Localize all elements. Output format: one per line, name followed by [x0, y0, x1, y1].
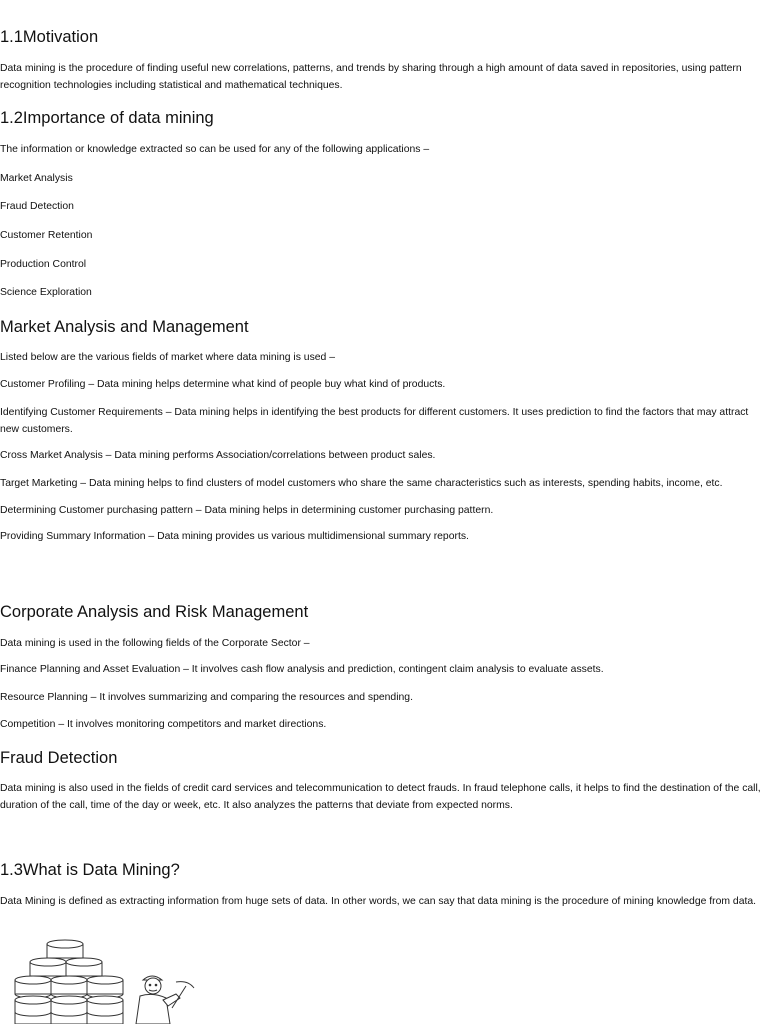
application-item: Production Control: [0, 259, 87, 270]
application-item: Fraud Detection: [0, 201, 74, 212]
market-analysis-item: Determining Customer purchasing pattern – Data mining helps in determining customer purchasing pattern.: [0, 505, 494, 516]
application-item: Science Exploration: [0, 287, 92, 298]
corporate-analysis-heading: Corporate Analysis and Risk Management: [0, 603, 309, 621]
fraud-detection-paragraph: Data mining is also used in the fields of credit card services and telecommunication to detect frauds. In fraud telephone calls, it helps to find the destination of the call, duration of the call, time of the day or week, etc. It also analyzes the patterns that deviate from expected norms.: [0, 783, 761, 811]
application-item: Market Analysis: [0, 173, 73, 184]
market-analysis-item: Customer Profiling – Data mining helps determine what kind of people buy what kind of products.: [0, 379, 446, 390]
what-is-data-mining-heading: 1.3What is Data Mining?: [0, 861, 180, 879]
corporate-analysis-item: Competition – It involves monitoring competitors and market directions.: [0, 719, 327, 730]
market-analysis-item: Target Marketing – Data mining helps to find clusters of model customers who share the same characteristics such as interests, spending habits, income, etc.: [0, 478, 723, 489]
corporate-analysis-intro: Data mining is used in the following fields of the Corporate Sector –: [0, 638, 310, 649]
fraud-detection-heading: Fraud Detection: [0, 749, 118, 767]
market-analysis-item: Identifying Customer Requirements – Data mining helps in identifying the best products for different customers. It uses prediction to find the factors that may attract new customers.: [0, 407, 749, 435]
corporate-analysis-item: Finance Planning and Asset Evaluation – It involves cash flow analysis and prediction, contingent claim analysis to evaluate assets.: [0, 664, 604, 675]
importance-intro: The information or knowledge extracted so can be used for any of the following applications –: [0, 144, 430, 155]
miner-with-database-stack-illustration: [0, 936, 290, 1024]
application-item: Customer Retention: [0, 230, 93, 241]
market-analysis-item: Providing Summary Information – Data mining provides us various multidimensional summary reports.: [0, 531, 469, 542]
motivation-heading: 1.1Motivation: [0, 28, 99, 46]
corporate-analysis-item: Resource Planning – It involves summarizing and comparing the resources and spending.: [0, 692, 413, 703]
database-stack-image: [0, 936, 290, 1024]
market-analysis-item: Cross Market Analysis – Data mining performs Association/correlations between product sales.: [0, 450, 436, 461]
what-is-data-mining-paragraph: Data Mining is defined as extracting information from huge sets of data. In other words, we can say that data mining is the procedure of mining knowledge from data.: [0, 896, 757, 907]
market-analysis-heading: Market Analysis and Management: [0, 318, 249, 336]
importance-heading: 1.2Importance of data mining: [0, 109, 214, 127]
market-analysis-intro: Listed below are the various fields of market where data mining is used –: [0, 352, 335, 363]
motivation-paragraph: Data mining is the procedure of finding useful new correlations, patterns, and trends by sharing through a high amount of data saved in repositories, using pattern recognition technologies including statistical and mathematical techniques.: [0, 63, 742, 91]
